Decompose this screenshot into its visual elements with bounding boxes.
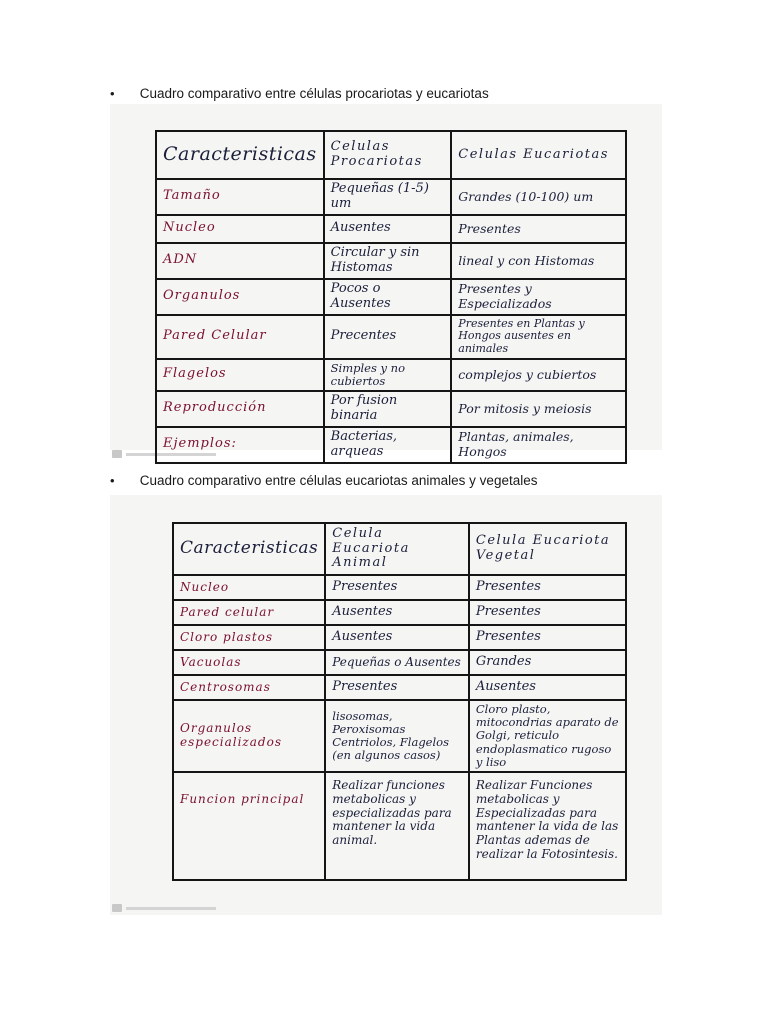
row-label: Vacuolas xyxy=(173,650,325,675)
row-label: Pared celular xyxy=(173,600,325,625)
scanner-logo-icon xyxy=(112,904,122,912)
table-cell: Ausentes xyxy=(324,215,452,243)
table-cell: lineal y con Histomas xyxy=(451,243,626,279)
row-label: Flagelos xyxy=(156,359,324,391)
table-cell: Plantas, animales, Hongos xyxy=(451,427,626,463)
row-label: Ejemplos: xyxy=(156,427,324,463)
table-cell: Cloro plasto, mitocondrias aparato de Golgi, reticulo endoplasmatico rugoso y liso xyxy=(469,700,626,772)
table-cell: Precentes xyxy=(324,315,452,359)
table-cell: Por mitosis y meiosis xyxy=(451,391,626,427)
row-label: Tamaño xyxy=(156,179,324,215)
row-label: Centrosomas xyxy=(173,675,325,700)
table-row xyxy=(156,179,626,215)
table-header-cell: Celulas Procariotas xyxy=(324,131,452,179)
table-cell: Presentes xyxy=(469,575,626,600)
row-label: Reproducción xyxy=(156,391,324,427)
table-cell: Grandes xyxy=(469,650,626,675)
table-cell: Pocos o Ausentes xyxy=(324,279,452,315)
table-row xyxy=(156,279,626,315)
table-cell: Ausentes xyxy=(325,600,469,625)
row-label: Funcion principal xyxy=(173,772,325,880)
table-header-row xyxy=(156,131,626,179)
row-label: Organulos xyxy=(156,279,324,315)
table-cell: complejos y cubiertos xyxy=(451,359,626,391)
table-row xyxy=(173,700,626,772)
table-row xyxy=(156,243,626,279)
table-cell: Presentes xyxy=(469,600,626,625)
scanner-logo-icon xyxy=(112,450,122,458)
table-cell: Por fusion binaria xyxy=(324,391,452,427)
table-cell: Presentes xyxy=(451,215,626,243)
table-row xyxy=(156,315,626,359)
table-cell: Ausentes xyxy=(325,625,469,650)
table-row xyxy=(173,600,626,625)
table-row xyxy=(156,359,626,391)
scanner-stamp-text xyxy=(126,907,216,910)
bullet-icon: • xyxy=(110,86,115,101)
comparison-table-animales-vegetales xyxy=(172,522,627,881)
table-header-cell: Celulas Eucariotas xyxy=(451,131,626,179)
table-cell: Pequeñas o Ausentes xyxy=(325,650,469,675)
table-cell: Presentes xyxy=(325,575,469,600)
bullet-icon: • xyxy=(110,473,115,488)
table-row xyxy=(156,427,626,463)
row-label: Nucleo xyxy=(156,215,324,243)
table-cell: Presentes xyxy=(325,675,469,700)
table-cell: Ausentes xyxy=(469,675,626,700)
table-cell: Presentes xyxy=(469,625,626,650)
table-header-cell: Caracteristicas xyxy=(173,523,325,575)
table-cell: Simples y no cubiertos xyxy=(324,359,452,391)
row-label: Organulos especializados xyxy=(173,700,325,772)
table-cell: Realizar funciones metabolicas y especializadas para mantener la vida animal. xyxy=(325,772,469,880)
table-row xyxy=(173,625,626,650)
table-cell: Realizar Funciones metabolicas y Especializadas para mantener la vida de las Plantas ademas de realizar la Fotosintesis. xyxy=(469,772,626,880)
row-label: ADN xyxy=(156,243,324,279)
row-label: Nucleo xyxy=(173,575,325,600)
row-label: Pared Celular xyxy=(156,315,324,359)
table-row xyxy=(173,650,626,675)
heading-text: Cuadro comparativo entre células procariotas y eucariotas xyxy=(139,86,489,101)
table-row xyxy=(173,772,626,880)
comparison-table-procariotas-eucariotas xyxy=(155,130,627,464)
row-label: Cloro plastos xyxy=(173,625,325,650)
heading-animales-vegetales xyxy=(110,473,537,488)
table-row xyxy=(173,675,626,700)
table-cell: lisosomas, Peroxisomas Centriolos, Flagelos (en algunos casos) xyxy=(325,700,469,772)
table-row xyxy=(173,575,626,600)
table-header-row xyxy=(173,523,626,575)
table-header-cell: Celula Eucariota Vegetal xyxy=(469,523,626,575)
table-cell: Pequeñas (1-5) um xyxy=(324,179,452,215)
table-header-cell: Celula Eucariota Animal xyxy=(325,523,469,575)
table-cell: Presentes en Plantas y Hongos ausentes en animales xyxy=(451,315,626,359)
table-row xyxy=(156,215,626,243)
table-cell: Grandes (10-100) um xyxy=(451,179,626,215)
table-cell: Presentes y Especializados xyxy=(451,279,626,315)
heading-procariotas-eucariotas xyxy=(110,86,489,101)
table-cell: Circular y sin Histomas xyxy=(324,243,452,279)
table-row xyxy=(156,391,626,427)
table-header-cell: Caracteristicas xyxy=(156,131,324,179)
heading-text: Cuadro comparativo entre células eucariotas animales y vegetales xyxy=(139,473,538,488)
scanner-stamp xyxy=(112,903,232,913)
table-cell: Bacterias, arqueas xyxy=(324,427,452,463)
